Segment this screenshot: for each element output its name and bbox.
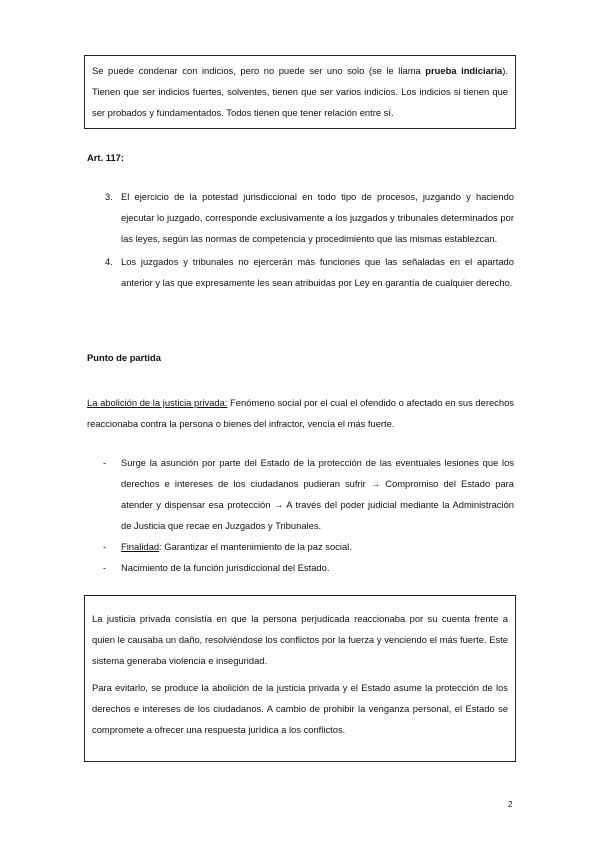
- abolicion-term: La abolición de la justicia privada:: [87, 397, 228, 408]
- art-117-list: [87, 186, 514, 295]
- punto-de-partida-heading: Punto de partida: [87, 352, 161, 363]
- list-item-text: : Garantizar el mantenimiento de la paz social.: [159, 541, 352, 552]
- abolicion-paragraph: [87, 392, 514, 434]
- list-item: [87, 452, 514, 536]
- indicios-note-text: [92, 60, 508, 123]
- justicia-privada-paragraph-2: Para evitarlo, se produce la abolición de la justicia privada y el Estado asume la protección de los derechos e intereses de los ciudadanos. A cambio de prohibir la venganza personal, el Estado se compromete a ofrecer una respuesta jurídica a los conflictos.: [92, 682, 508, 735]
- finalidad-term: Finalidad: [121, 541, 160, 552]
- page-number: 2: [508, 800, 513, 809]
- dash-bullet: -: [103, 541, 107, 552]
- list-item-text: Surge la asunción por parte del Estado de la protección de las eventuales lesiones que los derechos e intereses de los ciudadanos pudieran sufrir → Compromiso del Estado para atender y dispensar esa protección → A través del poder judicial mediante la Administración de Justicia que recae en Juzgados y Tribunales.: [121, 457, 514, 531]
- indicios-note-text-after: ). Tienen que ser indicios fuertes, solventes, tienen que ser varios indicios. Los indicios si tienen que ser probados y fundamentados. Todos tienen que tener relación entre sí.: [92, 65, 508, 118]
- list-item-number: 3.: [105, 191, 113, 202]
- abolicion-text: Fenómeno social por el cual el ofendido o afectado en sus derechos reaccionaba contra la persona o bienes del infractor, vencía el más fuerte.: [87, 397, 514, 429]
- list-item-text: El ejercicio de la potestad jurisdiccional en todo tipo de procesos, juzgando y haciendo ejecutar lo juzgado, corresponde exclusivamente a los juzgados y tribunales determinados por las leyes, según las normas de competencia y procedimiento que las mismas establezcan.: [121, 191, 514, 244]
- indicios-note-text-before: Se puede condenar con indicios, pero no puede ser uno solo (se le llama: [92, 65, 426, 76]
- dash-bullet: -: [103, 457, 107, 468]
- art-117-heading: Art. 117:: [87, 152, 124, 163]
- prueba-indiciaria-term: prueba indiciaria: [425, 65, 503, 76]
- list-item: [87, 536, 514, 557]
- dash-bullet: -: [103, 562, 107, 573]
- justicia-privada-note-box: [84, 595, 516, 762]
- justicia-privada-paragraph-1: La justicia privada consistía en que la persona perjudicada reaccionaba por su cuenta frente a quien le causaba un daño, resolviéndose los conflictos por la fuerza y venciendo el más fuerte. Este sistema generaba violencia e inseguridad.: [92, 613, 508, 666]
- list-item-text: Nacimiento de la función jurisdiccional del Estado.: [121, 562, 330, 573]
- list-item: [87, 186, 514, 249]
- list-item: [87, 557, 514, 578]
- dash-list: [87, 452, 514, 578]
- list-item-text: Los juzgados y tribunales no ejercerán más funciones que las señaladas en el apartado anterior y las que expresamente les sean atribuidas por Ley en garantía de cualquier derecho.: [121, 256, 514, 288]
- list-item: [87, 251, 514, 293]
- list-item-number: 4.: [105, 256, 113, 267]
- indicios-note-box: [84, 55, 516, 129]
